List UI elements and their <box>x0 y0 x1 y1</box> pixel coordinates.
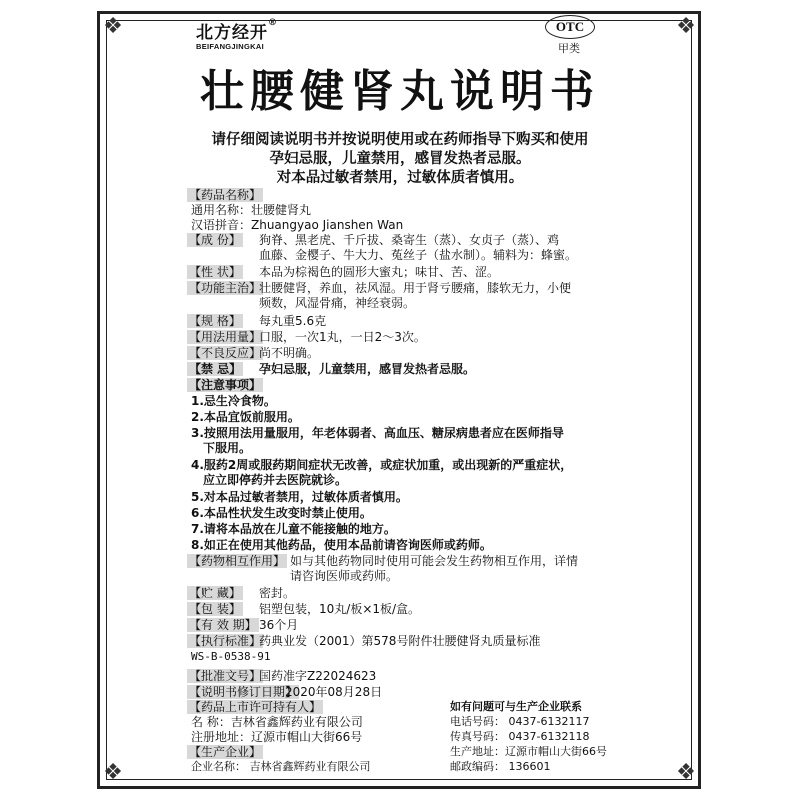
function-line-2: 频数，风湿骨痛，神经衰弱。 <box>259 296 416 310</box>
maker-name: 企业名称： 吉林省鑫辉药业有限公司 <box>191 760 371 773</box>
pinyin-name: 汉语拼音：Zhuangyao Jianshen Wan <box>191 218 404 232</box>
spec-text: 每丸重5.6克 <box>259 314 327 328</box>
package-text: 铝塑包装，10丸/板×1板/盒。 <box>259 602 421 616</box>
interaction-label: 【药物相互作用】 <box>189 554 286 568</box>
approval-text: 国药准字Z22024623 <box>259 669 377 683</box>
package-label: 【包 装】 <box>189 602 241 616</box>
corner-ornament-icon: ❖ <box>103 14 123 39</box>
property-text: 本品为棕褐色的圆形大蜜丸；味甘、苦、涩。 <box>259 265 500 279</box>
warning-line-3: 对本品过敏者禁用，过敏体质者慎用。 <box>276 170 524 186</box>
revision-label: 【说明书修订日期】 <box>189 685 298 699</box>
common-name: 通用名称：壮腰健肾丸 <box>191 203 312 217</box>
corner-ornament-icon: ❖ <box>676 14 696 39</box>
notice-item-continued: 应立即停药并去医院就诊。 <box>203 473 348 487</box>
notice-item: 3.按照用法用量服用，年老体弱者、高血压、糖尿病患者应在医师指导 <box>191 426 564 440</box>
document-title: 壮腰健肾丸说明书 <box>200 66 600 117</box>
approval-label: 【批准文号】 <box>189 669 262 683</box>
corner-ornament-icon: ❖ <box>676 760 696 785</box>
notice-item: 2.本品宜饭前服用。 <box>191 410 300 424</box>
storage-text: 密封。 <box>259 586 296 600</box>
revision-text: 2020年08月28日 <box>285 685 383 699</box>
corner-ornament-icon: ❖ <box>103 760 123 785</box>
validity-label: 【有 效 期】 <box>189 618 257 632</box>
interaction-line-1: 如与其他药物同时使用可能会发生药物相互作用，详情 <box>290 554 579 568</box>
usage-label: 【用法用量】 <box>189 330 262 344</box>
registered-mark: ® <box>268 18 278 28</box>
otc-badge: OTC <box>545 15 595 39</box>
standard-line-2: WS-B-0538-91 <box>191 650 271 663</box>
notice-item-continued: 下服用。 <box>203 441 252 455</box>
validity-text: 36个月 <box>259 618 299 632</box>
holder-address: 注册地址：辽源市帽山大街66号 <box>191 730 363 744</box>
property-label: 【性 状】 <box>189 265 241 279</box>
function-line-1: 壮腰健肾，养血，祛风湿。用于肾亏腰痛，膝软无力，小便 <box>259 281 572 295</box>
brand-pinyin: BEIFANGJINGKAI <box>196 42 264 51</box>
holder-label: 【药品上市许可持有人】 <box>189 700 322 714</box>
function-label: 【功能主治】 <box>189 281 262 295</box>
holder-name: 名 称：吉林省鑫辉药业有限公司 <box>191 715 363 729</box>
notice-item: 5.对本品过敏者禁用，过敏体质者慎用。 <box>191 490 408 504</box>
notice-item: 1.忌生冷食物。 <box>191 394 276 408</box>
notice-item: 6.本品性状发生改变时禁止使用。 <box>191 506 372 520</box>
spec-label: 【规 格】 <box>189 314 241 328</box>
notice-item: 8.如正在使用其他药品，使用本品前请咨询医师或药师。 <box>191 538 492 552</box>
standard-label: 【执行标准】 <box>189 634 262 648</box>
otc-grade: 甲类 <box>558 42 580 55</box>
standard-line-1: 药典业发（2001）第578号附件壮腰健肾丸质量标准 <box>259 634 541 648</box>
storage-label: 【贮 藏】 <box>189 586 241 600</box>
notice-item: 7.请将本品放在儿童不能接触的地方。 <box>191 522 396 536</box>
maker-tel: 电话号码： 0437-6132117 <box>450 715 590 728</box>
contra-text: 孕妇忌服，儿童禁用，感冒发热者忌服。 <box>259 362 476 376</box>
maker-fax: 传真号码： 0437-6132118 <box>450 730 590 743</box>
drug-name-label: 【药品名称】 <box>189 188 262 202</box>
ingredients-line-1: 狗脊、黑老虎、千斤拔、桑寄生（蒸）、女贞子（蒸）、鸡 <box>259 233 560 247</box>
brand-name: 北方经开 <box>196 23 268 43</box>
ingredients-label: 【成 份】 <box>189 233 241 247</box>
notice-label: 【注意事项】 <box>189 378 262 392</box>
adverse-label: 【不良反应】 <box>189 346 262 360</box>
contact-note: 如有问题可与生产企业联系 <box>450 700 582 713</box>
notice-item: 4.服药2周或服药期间症状无改善，或症状加重，或出现新的严重症状， <box>191 458 573 472</box>
warning-line-1: 请仔细阅读说明书并按说明使用或在药师指导下购买和使用 <box>211 132 589 148</box>
warning-line-2: 孕妇忌服，儿童禁用，感冒发热者忌服。 <box>269 151 531 167</box>
ingredients-line-2: 血藤、金樱子、牛大力、菟丝子（盐水制）。辅料为：蜂蜜。 <box>259 248 578 262</box>
maker-label: 【生产企业】 <box>189 745 262 759</box>
usage-text: 口服，一次1丸，一日2～3次。 <box>259 330 426 344</box>
maker-address: 生产地址：辽源市帽山大街66号 <box>450 745 607 758</box>
maker-zip: 邮政编码： 136601 <box>450 760 551 773</box>
adverse-text: 尚不明确。 <box>259 346 320 360</box>
brand-logo <box>196 18 278 51</box>
contra-label: 【禁 忌】 <box>189 362 242 376</box>
interaction-line-2: 请咨询医师或药师。 <box>290 569 399 583</box>
